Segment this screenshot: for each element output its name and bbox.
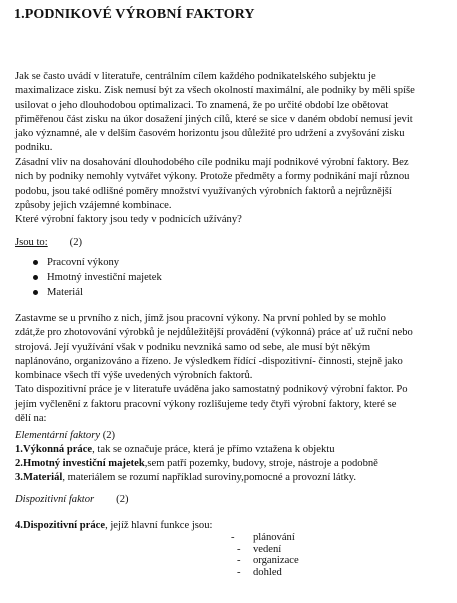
dash-marker: -: [237, 555, 241, 566]
dash-marker: -: [237, 566, 241, 578]
citation-ref: (2): [102, 430, 116, 441]
dispositive-heading-label: Dispozitivní faktor: [15, 494, 95, 505]
paragraph-line: kombinace všech tří výše uvedených výrobních faktorů.: [15, 370, 253, 382]
elementary-item: [15, 443, 335, 457]
item-description: ,sem patří pozemky, budovy, stroje, nástroje a podobně: [144, 458, 378, 469]
elementary-heading: [15, 429, 115, 443]
dispositive-item: [15, 519, 212, 533]
item-number: 3.: [15, 472, 23, 483]
intro-line: podniku.: [15, 142, 53, 154]
question-line: Které výrobní faktory jsou tedy v podnicích užívány?: [15, 214, 242, 226]
list-item-label: Pracovní výkony: [47, 257, 120, 268]
elementary-heading-label: Elementární faktory: [15, 430, 101, 441]
factor-bullet-list: [32, 255, 162, 300]
item-name: Dispozitivní práce: [22, 520, 106, 531]
list-item: [231, 532, 299, 544]
paragraph-line: Tato dispozitivní práce je v literatuře uváděna jako samostatný podnikový výrobní faktor. Po: [15, 384, 408, 396]
item-number: 2.: [15, 458, 23, 469]
dash-marker: -: [231, 532, 235, 543]
list-item-label: organizace: [253, 555, 299, 566]
elementary-item: [15, 457, 378, 471]
list-item-label: plánování: [253, 532, 295, 543]
item-number: 1.: [15, 444, 23, 455]
paragraph-line: jejím vyčlenění z faktoru pracovní výkony rozlišujeme tedy čtyři výrobní faktory, které se: [15, 398, 397, 410]
labour-paragraph: [15, 312, 443, 426]
paragraph-line: nich by podniky nemohly vytvářet výkony. Protože předměty a formy podnikání mají různou: [15, 171, 410, 183]
list-item-label: vedení: [253, 543, 282, 555]
list-item: [237, 555, 299, 567]
paragraph-line: podobu, jsou také odlišné poměry množství využívaných výrobních faktorů a nejrůznější: [15, 185, 392, 197]
paragraph-line: zdát,že pro zhotovování výrobků je nejdůležitější provádění (výkonná) práce ať už ruční nebo: [15, 327, 413, 339]
intro-line: Jak se často uvádí v literatuře, centrálním cílem každého podnikatelského subjektu je: [15, 71, 376, 82]
factors-intro-paragraph: [15, 156, 443, 227]
paragraph-line: Zásadní vliv na dosahování dlouhodobého cíle podniku mají podnikové výrobní faktory. Bez: [15, 157, 409, 168]
page-title: 1.PODNIKOVÉ VÝROBNÍ FAKTORY: [14, 7, 255, 22]
item-description: , jejíž hlavní funkce jsou:: [105, 520, 213, 531]
bullet-icon: [33, 275, 38, 280]
list-item: [237, 567, 299, 579]
list-item: [32, 285, 162, 300]
citation-ref: (2): [116, 494, 129, 505]
list-item-label: dohled: [253, 566, 282, 578]
item-name: Hmotný investiční majetek: [22, 458, 145, 469]
list-item: [237, 544, 299, 556]
intro-line: jako významné, ale v delším časovém horizontu jsou důležité pro udržení a zvyšování zisku: [15, 128, 405, 140]
paragraph-line: způsoby jejich vzájemné kombinace.: [15, 199, 172, 211]
paragraph-line: Zastavme se u prvního z nich, jímž jsou pracovní výkony. Na první pohled by se mohlo: [15, 313, 386, 324]
intro-paragraph: [15, 70, 443, 156]
dispositive-heading: [15, 493, 129, 507]
citation-ref: (2): [69, 237, 83, 248]
intro-line: maximalizace zisku. Zisk nemusí být za všech okolností maximální, ale podniky by měli spíše: [15, 85, 415, 97]
list-item-label: Materiál: [47, 287, 83, 298]
item-number: 4.: [15, 520, 23, 531]
list-item: [32, 255, 162, 270]
dash-marker: -: [237, 543, 241, 555]
item-name: Materiál: [22, 472, 63, 483]
list-item-label: Hmotný investiční majetek: [47, 272, 162, 283]
item-description: , materiálem se rozumí například suroviny,pomocné a provozní látky.: [62, 472, 357, 483]
dispositive-functions-list: [231, 532, 299, 578]
item-name: Výkonná práce: [22, 444, 93, 455]
paragraph-line: dělí na:: [15, 413, 47, 425]
intro-line: přiměřenou část zisku na úkor dosažení jiných cílů, které se sice v daném období nemusí jevit: [15, 113, 413, 125]
jsou-to-label: Jsou to:: [15, 237, 48, 248]
bullet-icon: [33, 260, 38, 265]
item-description: , tak se označuje práce, která je přímo vztažena k objektu: [92, 444, 335, 455]
paragraph-line: naplánováno, organizováno a řízeno. Je výsledkem řídící -dispozitivní- činnosti, stejně jako: [15, 355, 403, 367]
bullet-icon: [33, 290, 38, 295]
elementary-item: [15, 471, 356, 485]
intro-line: usilovat o jeho dlouhodobou optimalizaci. To znamená, že po určité období lze obětovat: [15, 99, 389, 111]
jsou-to-line: [15, 236, 443, 250]
list-item: [32, 270, 162, 285]
paragraph-line: strojová. Její využívání však v podniku nevzniká samo od sebe, ale musí být někým: [15, 341, 371, 353]
